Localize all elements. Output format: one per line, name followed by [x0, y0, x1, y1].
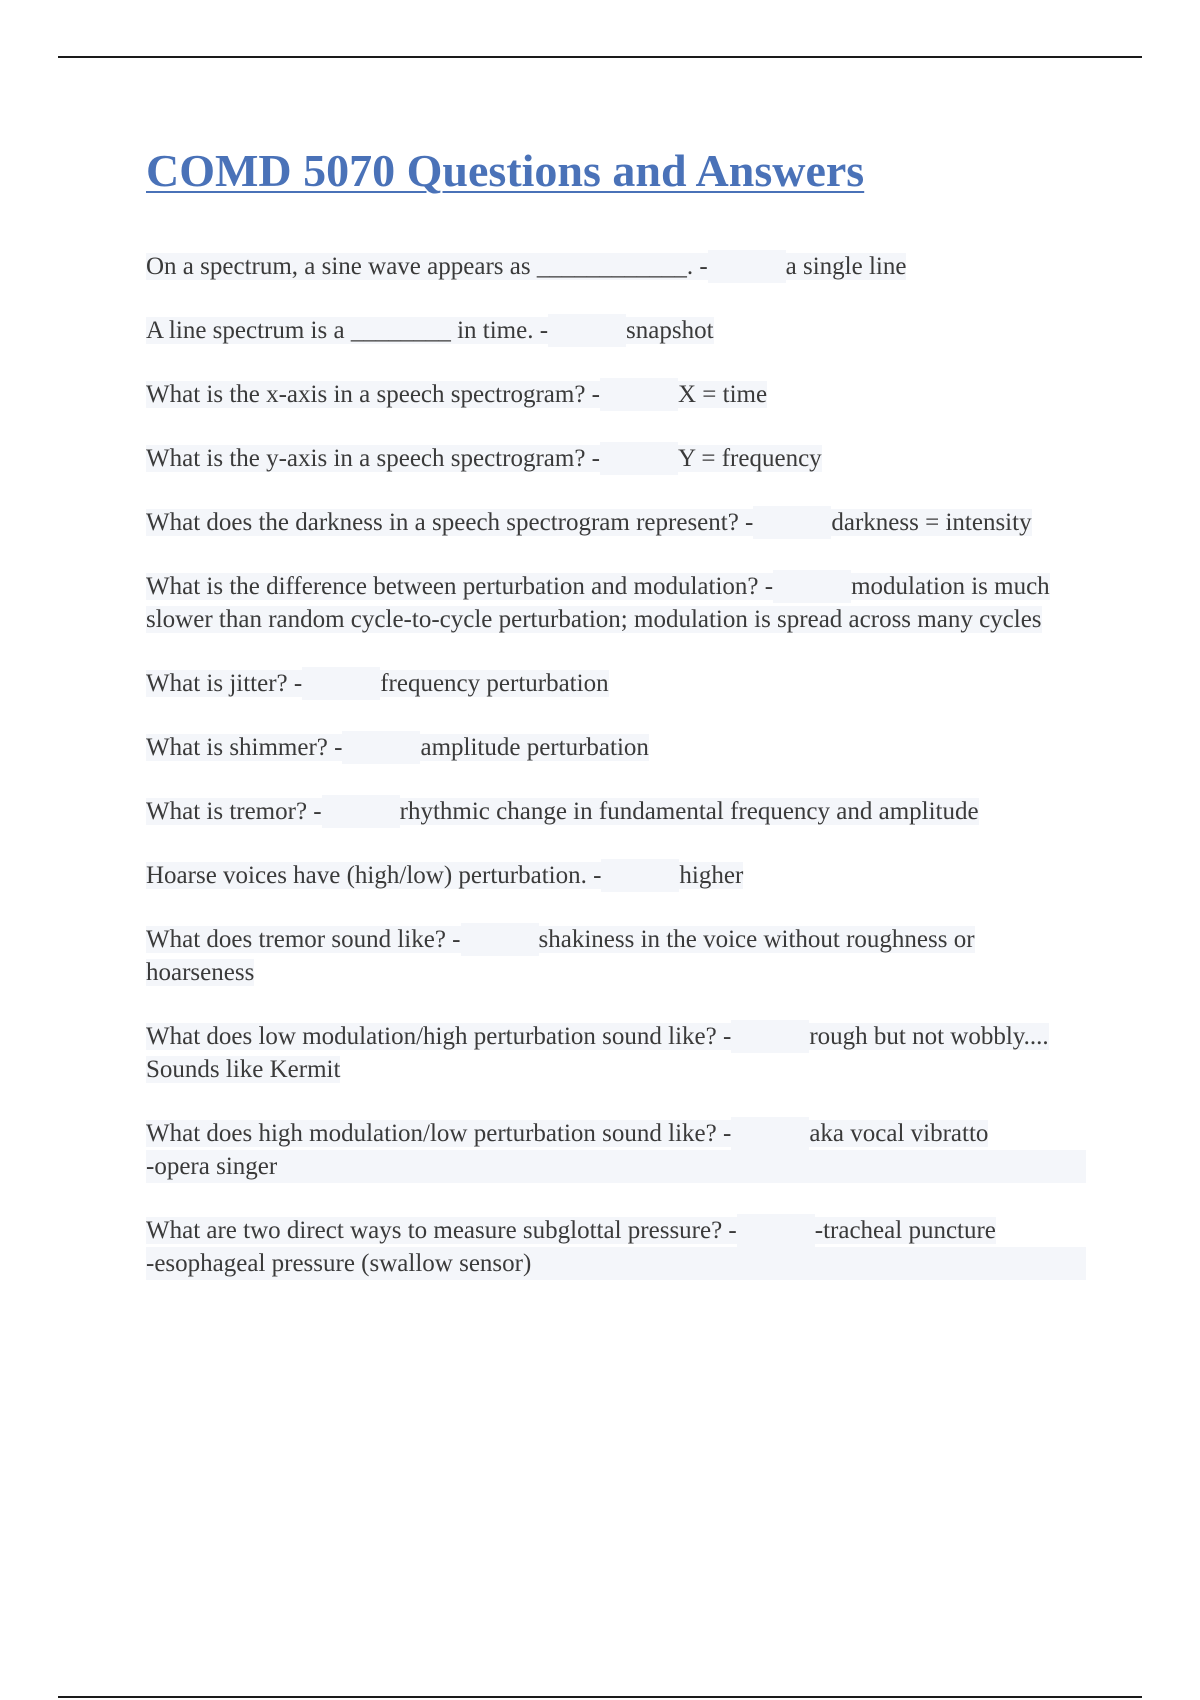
answer-text: X = time	[678, 381, 768, 408]
qa-item	[146, 1020, 1086, 1086]
answer-gap	[753, 506, 831, 539]
answer-gap	[342, 731, 420, 764]
answer-gap	[601, 859, 679, 892]
question-text: What does high modulation/low perturbation sound like? -	[146, 1120, 732, 1147]
answer-gap	[708, 250, 786, 283]
qa-list	[146, 250, 1086, 1311]
question-text: What does tremor sound like? -	[146, 926, 461, 953]
question-text: Hoarse voices have (high/low) perturbation. -	[146, 862, 602, 889]
answer-text-line: -esophageal pressure (swallow sensor)	[146, 1247, 1086, 1280]
answer-text: darkness = intensity	[831, 509, 1032, 536]
answer-text: higher	[679, 862, 744, 889]
answer-gap	[461, 923, 539, 956]
answer-gap	[731, 1020, 809, 1053]
answer-text: amplitude perturbation	[420, 734, 649, 761]
question-text: A line spectrum is a ________ in time. -	[146, 317, 549, 344]
qa-item	[146, 667, 1086, 700]
qa-item	[146, 859, 1086, 892]
qa-item	[146, 250, 1086, 283]
question-text: What are two direct ways to measure subglottal pressure? -	[146, 1217, 737, 1244]
answer-gap	[773, 570, 851, 603]
qa-item	[146, 506, 1086, 539]
question-text: What does low modulation/high perturbation sound like? -	[146, 1023, 732, 1050]
question-text: What is the y-axis in a speech spectrogram? -	[146, 445, 600, 472]
bottom-rule	[58, 1696, 1142, 1698]
question-text: What is shimmer? -	[146, 734, 343, 761]
answer-gap	[731, 1117, 809, 1150]
qa-item	[146, 731, 1086, 764]
page-title: COMD 5070 Questions and Answers	[146, 145, 865, 196]
qa-item	[146, 923, 1086, 989]
answer-gap	[302, 667, 380, 700]
answer-gap	[600, 442, 678, 475]
answer-gap	[548, 314, 626, 347]
top-rule	[58, 56, 1142, 58]
answer-text: snapshot	[626, 317, 714, 344]
answer-text: frequency perturbation	[380, 670, 609, 697]
question-text: What is jitter? -	[146, 670, 303, 697]
answer-text: rhythmic change in fundamental frequency and amplitude	[399, 798, 979, 825]
answer-text-line: -opera singer	[146, 1150, 1086, 1183]
qa-item	[146, 442, 1086, 475]
qa-item	[146, 795, 1086, 828]
answer-gap	[322, 795, 400, 828]
question-text: What is the x-axis in a speech spectrogram? -	[146, 381, 600, 408]
answer-text: modulation is much slower than random cycle-to-cycle perturbation; modulation is spread across many cycles	[146, 573, 1050, 633]
qa-item	[146, 570, 1086, 636]
question-text: On a spectrum, a sine wave appears as ____________. -	[146, 253, 708, 280]
question-text: What is the difference between perturbation and modulation? -	[146, 573, 774, 600]
answer-text: a single line	[785, 253, 907, 280]
answer-text: -tracheal puncture	[814, 1217, 996, 1244]
answer-text: aka vocal vibratto	[809, 1120, 989, 1147]
qa-item	[146, 314, 1086, 347]
qa-item	[146, 1214, 1086, 1280]
answer-gap	[737, 1214, 815, 1247]
qa-item	[146, 1117, 1086, 1183]
answer-gap	[600, 378, 678, 411]
answer-text: rough but not wobbly.... Sounds like Kermit	[146, 1023, 1049, 1083]
qa-item	[146, 378, 1086, 411]
answer-text: Y = frequency	[678, 445, 822, 472]
question-text: What is tremor? -	[146, 798, 322, 825]
question-text: What does the darkness in a speech spectrogram represent? -	[146, 509, 754, 536]
answer-text: shakiness in the voice without roughness or hoarseness	[146, 926, 975, 986]
